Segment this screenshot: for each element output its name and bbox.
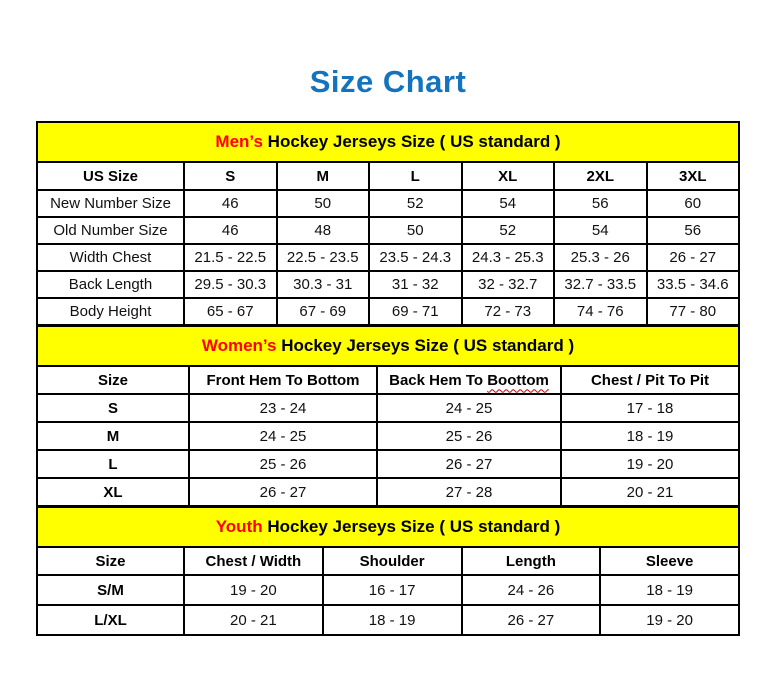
youth-banner-row xyxy=(37,507,739,547)
row-label: XL xyxy=(37,478,189,506)
row-label: L xyxy=(37,450,189,478)
data-cell: 50 xyxy=(369,217,462,244)
womens-col-back-hem xyxy=(377,366,561,394)
data-cell: 20 - 21 xyxy=(184,605,323,635)
data-cell: 25.3 - 26 xyxy=(554,244,647,271)
table-row-back-length xyxy=(37,271,739,298)
data-cell: 67 - 69 xyxy=(277,298,370,325)
mens-banner xyxy=(37,122,739,162)
row-label: Back Length xyxy=(37,271,184,298)
mens-size-table xyxy=(36,121,740,326)
data-cell: 60 xyxy=(647,190,740,217)
data-cell: 50 xyxy=(277,190,370,217)
data-cell: 72 - 73 xyxy=(462,298,555,325)
womens-size-table xyxy=(36,325,740,507)
data-cell: 25 - 26 xyxy=(377,422,561,450)
table-row-youth-lxl xyxy=(37,605,739,635)
womens-banner xyxy=(37,326,739,366)
data-cell: 56 xyxy=(647,217,740,244)
data-cell: 20 - 21 xyxy=(561,478,739,506)
mens-banner-highlight: Men’s xyxy=(215,132,263,151)
data-cell: 46 xyxy=(184,190,277,217)
data-cell: 26 - 27 xyxy=(377,450,561,478)
row-label: Body Height xyxy=(37,298,184,325)
mens-col-s: S xyxy=(184,162,277,190)
row-label: Width Chest xyxy=(37,244,184,271)
data-cell: 29.5 - 30.3 xyxy=(184,271,277,298)
data-cell: 65 - 67 xyxy=(184,298,277,325)
youth-col-chest-width: Chest / Width xyxy=(184,547,323,575)
data-cell: 27 - 28 xyxy=(377,478,561,506)
data-cell: 56 xyxy=(554,190,647,217)
data-cell: 24 - 25 xyxy=(377,394,561,422)
data-cell: 18 - 19 xyxy=(323,605,462,635)
youth-header-row xyxy=(37,547,739,575)
data-cell: 25 - 26 xyxy=(189,450,377,478)
youth-banner-highlight: Youth xyxy=(215,517,263,536)
youth-banner xyxy=(37,507,739,547)
table-row-width-chest xyxy=(37,244,739,271)
back-hem-label-prefix: Back Hem To xyxy=(389,371,488,389)
womens-header-row xyxy=(37,366,739,394)
size-tables-container xyxy=(36,121,740,636)
womens-banner-highlight: Women’s xyxy=(201,336,277,355)
data-cell: 18 - 19 xyxy=(600,575,739,605)
data-cell: 24 - 26 xyxy=(462,575,601,605)
womens-banner-row xyxy=(37,326,739,366)
data-cell: 23.5 - 24.3 xyxy=(369,244,462,271)
table-row-womens-xl xyxy=(37,478,739,506)
data-cell: 24.3 - 25.3 xyxy=(462,244,555,271)
table-row-body-height xyxy=(37,298,739,325)
data-cell: 24 - 25 xyxy=(189,422,377,450)
youth-col-length: Length xyxy=(462,547,601,575)
data-cell: 54 xyxy=(462,190,555,217)
data-cell: 32.7 - 33.5 xyxy=(554,271,647,298)
data-cell: 23 - 24 xyxy=(189,394,377,422)
row-label: Old Number Size xyxy=(37,217,184,244)
mens-col-m: M xyxy=(277,162,370,190)
data-cell: 26 - 27 xyxy=(647,244,740,271)
mens-col-2xl: 2XL xyxy=(554,162,647,190)
data-cell: 46 xyxy=(184,217,277,244)
table-row-youth-sm xyxy=(37,575,739,605)
data-cell: 22.5 - 23.5 xyxy=(277,244,370,271)
womens-col-size: Size xyxy=(37,366,189,394)
womens-col-chest-pit: Chest / Pit To Pit xyxy=(561,366,739,394)
data-cell: 21.5 - 22.5 xyxy=(184,244,277,271)
table-row-old-number-size xyxy=(37,217,739,244)
row-label: New Number Size xyxy=(37,190,184,217)
data-cell: 32 - 32.7 xyxy=(462,271,555,298)
data-cell: 19 - 20 xyxy=(561,450,739,478)
data-cell: 77 - 80 xyxy=(647,298,740,325)
data-cell: 19 - 20 xyxy=(184,575,323,605)
mens-banner-row xyxy=(37,122,739,162)
table-row-womens-m xyxy=(37,422,739,450)
data-cell: 30.3 - 31 xyxy=(277,271,370,298)
row-label: L/XL xyxy=(37,605,184,635)
mens-col-3xl: 3XL xyxy=(647,162,740,190)
womens-banner-text: Hockey Jerseys Size ( US standard ) xyxy=(276,336,575,355)
data-cell: 74 - 76 xyxy=(554,298,647,325)
youth-size-table xyxy=(36,506,740,636)
page-title: Size Chart xyxy=(309,64,467,99)
table-row-new-number-size xyxy=(37,190,739,217)
data-cell: 48 xyxy=(277,217,370,244)
data-cell: 54 xyxy=(554,217,647,244)
data-cell: 52 xyxy=(369,190,462,217)
row-label: M xyxy=(37,422,189,450)
table-row-womens-l xyxy=(37,450,739,478)
data-cell: 33.5 - 34.6 xyxy=(647,271,740,298)
mens-banner-text: Hockey Jerseys Size ( US standard ) xyxy=(262,132,561,151)
youth-banner-text: Hockey Jerseys Size ( US standard ) xyxy=(262,517,561,536)
mens-header-row xyxy=(37,162,739,190)
data-cell: 26 - 27 xyxy=(462,605,601,635)
table-row-womens-s xyxy=(37,394,739,422)
mens-col-us-size: US Size xyxy=(37,162,184,190)
data-cell: 19 - 20 xyxy=(600,605,739,635)
data-cell: 31 - 32 xyxy=(369,271,462,298)
youth-col-shoulder: Shoulder xyxy=(323,547,462,575)
youth-col-size: Size xyxy=(37,547,184,575)
womens-col-front-hem: Front Hem To Bottom xyxy=(189,366,377,394)
data-cell: 17 - 18 xyxy=(561,394,739,422)
data-cell: 69 - 71 xyxy=(369,298,462,325)
youth-col-sleeve: Sleeve xyxy=(600,547,739,575)
data-cell: 16 - 17 xyxy=(323,575,462,605)
data-cell: 26 - 27 xyxy=(189,478,377,506)
mens-col-l: L xyxy=(369,162,462,190)
mens-col-xl: XL xyxy=(462,162,555,190)
back-hem-misspelled-word: Boottom xyxy=(487,371,549,389)
row-label: S/M xyxy=(37,575,184,605)
data-cell: 52 xyxy=(462,217,555,244)
row-label: S xyxy=(37,394,189,422)
data-cell: 18 - 19 xyxy=(561,422,739,450)
